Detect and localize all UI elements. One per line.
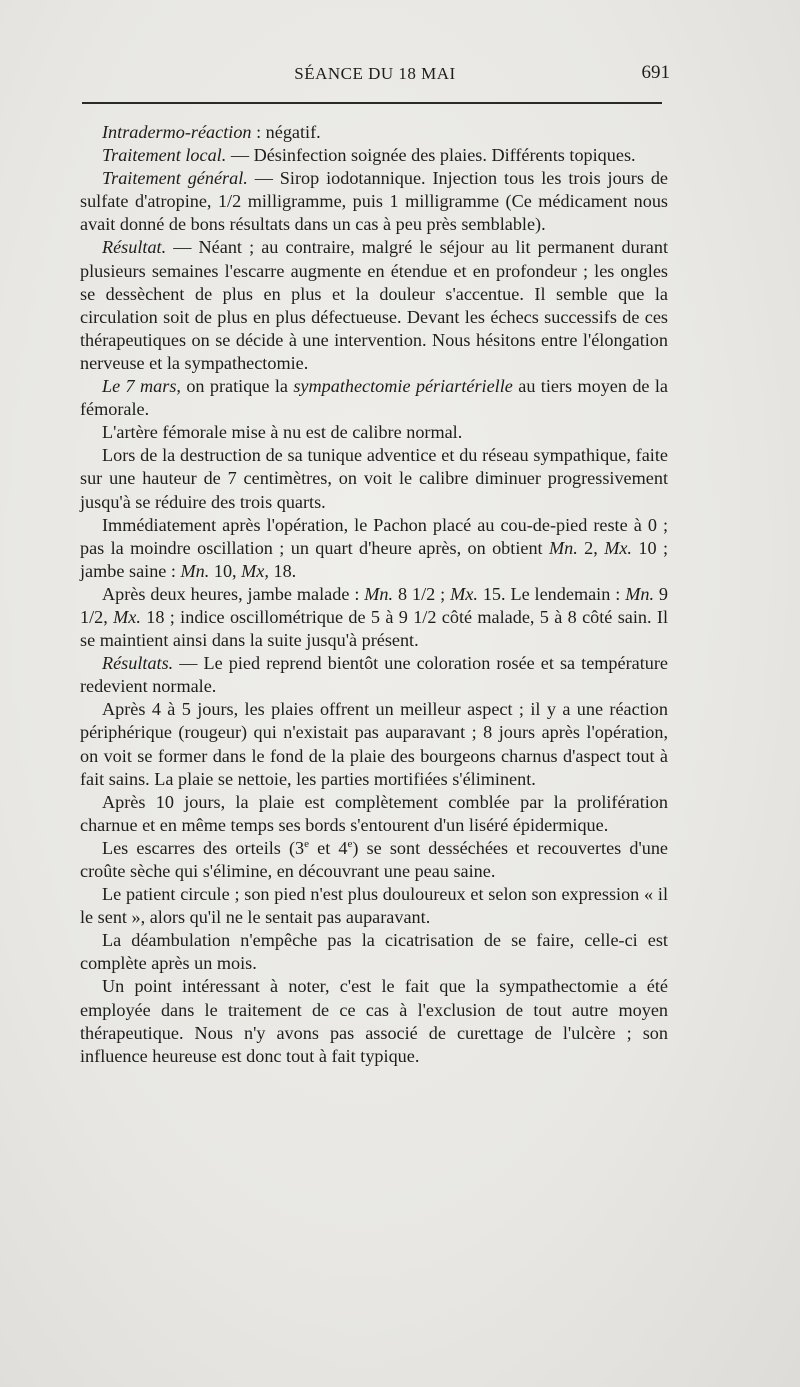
paragraph-text: 9 1/2, [80, 583, 669, 627]
paragraph-text: 10 ; jambe saine : [80, 537, 668, 581]
paragraph-text: — Néant ; au contraire, malgré le séjour au lit permanent durant plusieurs semaines l'escarre augmente en étendue et en profondeur ; les ongles se dessèchent de plus en plus et la douleur s'accentue. Il semble que la circulation soit de plus en plus défectueuse. Devant les échecs successifs de ces thérapeutiques on se décide à une intervention. Nous hésitons entre l'élongation nerveuse et la sympathectomie. [80, 237, 668, 373]
paragraph-text: et 4 [309, 837, 348, 858]
paragraph-artere: L'artère fémorale mise à nu est de calibre normal. [102, 422, 463, 443]
paragraph-lead: Intradermo-réaction [102, 122, 252, 142]
paragraph-text: — Le pied reprend bientôt une coloration rosée et sa température redevient normale. [80, 653, 668, 697]
paragraph-destruction: Lors de la destruction de sa tunique adventice et du réseau sympathique, faite sur une hauteur de 7 centimètres, on voit le calibre diminuer progressivement jusqu'à se réduire des trois quarts. [80, 445, 668, 512]
paragraph-traitement-local [80, 144, 668, 167]
paragraph-text: 18. [268, 560, 297, 581]
paragraph-text: Les escarres des orteils (3 [102, 837, 305, 858]
paragraph-resultat [80, 236, 668, 375]
paragraph-text: 2, [577, 537, 605, 558]
paragraph-text: on pratique la [180, 376, 294, 397]
paragraph-text: 18 ; indice oscillométrique de 5 à 9 1/2 côté malade, 5 à 8 côté sain. Il se maintient ainsi dans la suite jusqu'à présent. [80, 606, 669, 651]
paragraph-deux-heures [80, 583, 668, 652]
paragraph-lead: Résultat. [102, 237, 167, 258]
measure-label: Mn. [180, 560, 210, 581]
measure-label: Mn. [625, 583, 654, 604]
measure-label: Mx, [241, 560, 269, 581]
measure-label: Mx. [604, 537, 632, 558]
paragraph-pachon [80, 514, 668, 583]
paragraph-escarres [80, 837, 668, 883]
article-body [80, 121, 668, 1068]
paragraph-text: — Désinfection soignée des plaies. Différents topiques. [226, 145, 636, 166]
paragraph-text: 8 1/2 ; [393, 583, 451, 604]
paragraph-text: — Sirop iodotannique. Injection tous les trois jours de sulfate d'atropine, 1/2 milligramme, puis 1 milligramme (Ce médicament nous avait donné de bons résultats dans un cas à peu près semblable). [80, 168, 668, 235]
measure-label: Mx. [113, 606, 141, 627]
paragraph-patient: Le patient circule ; son pied n'est plus douloureux et selon son expression « il le sent », alors qu'il ne le sentait pas auparavant. [80, 884, 668, 928]
header-rule [82, 102, 662, 104]
paragraph-deambulation: La déambulation n'empêche pas la cicatrisation de se faire, celle-ci est complète après un mois. [80, 930, 668, 974]
paragraph-text: Immédiatement après l'opération, le Pachon placé au cou-de-pied reste à 0 ; pas la moindre oscillation ; un quart d'heure après, on obtient [80, 514, 668, 558]
paragraph-text: 15. Le lendemain : [477, 583, 626, 604]
paragraph-apres-jours: Après 4 à 5 jours, les plaies offrent un meilleur aspect ; il y a une réaction périphérique (rougeur) qui n'existait pas auparavant ; 8 jours après l'opération, on voit se former dans le fond de la plaie des bourgeons charnus d'aspect tout à fait sains. La plaie se nettoie, les parties mortifiées s'éliminent. [80, 699, 668, 789]
paragraph-text: : négatif. [251, 122, 321, 142]
superscript: e [347, 837, 353, 850]
measure-label: Mn. [364, 583, 394, 604]
paragraph-text: au tiers moyen de la fémorale. [80, 376, 668, 420]
measure-label: Mx. [450, 583, 478, 604]
paragraph-traitement-general [80, 167, 668, 236]
running-header [82, 62, 668, 88]
paragraph-lead: Traitement général. [102, 168, 248, 189]
paragraph-intradermo [80, 121, 668, 144]
paragraph-resultats [80, 652, 668, 698]
paragraph-text: 10, [209, 560, 242, 581]
paragraph-lead: Résultats. [102, 653, 174, 674]
paragraph-text: ) se sont desséchées et recouvertes d'une croûte sèche qui s'élimine, en découvrant une peau saine. [80, 837, 668, 881]
paragraph-sympathectomie [80, 375, 668, 421]
page-number: 691 [641, 62, 670, 83]
paragraph-emphasis: sympathectomie périartérielle [293, 376, 513, 397]
paragraph-apres-10-jours: Après 10 jours, la plaie est complètement comblée par la prolifération charnue et en même temps ses bords s'entourent d'un liséré épidermique. [80, 791, 668, 835]
measure-label: Mn. [548, 537, 578, 558]
paragraph-lead: Le 7 mars, [102, 376, 181, 397]
paragraph-conclusion: Un point intéressant à noter, c'est le fait que la sympathectomie a été employée dans le traitement de ce cas à l'exclusion de tout autre moyen thérapeutique. Nous n'y avons pas associé de curettage de l'ulcère ; son influence heureuse est donc tout à fait typique. [80, 976, 668, 1066]
running-title: SÉANCE DU 18 MAI [294, 64, 456, 83]
paragraph-lead: Traitement local. [102, 145, 227, 166]
paragraph-text: Après deux heures, jambe malade : [102, 583, 365, 604]
superscript: e [304, 837, 310, 850]
